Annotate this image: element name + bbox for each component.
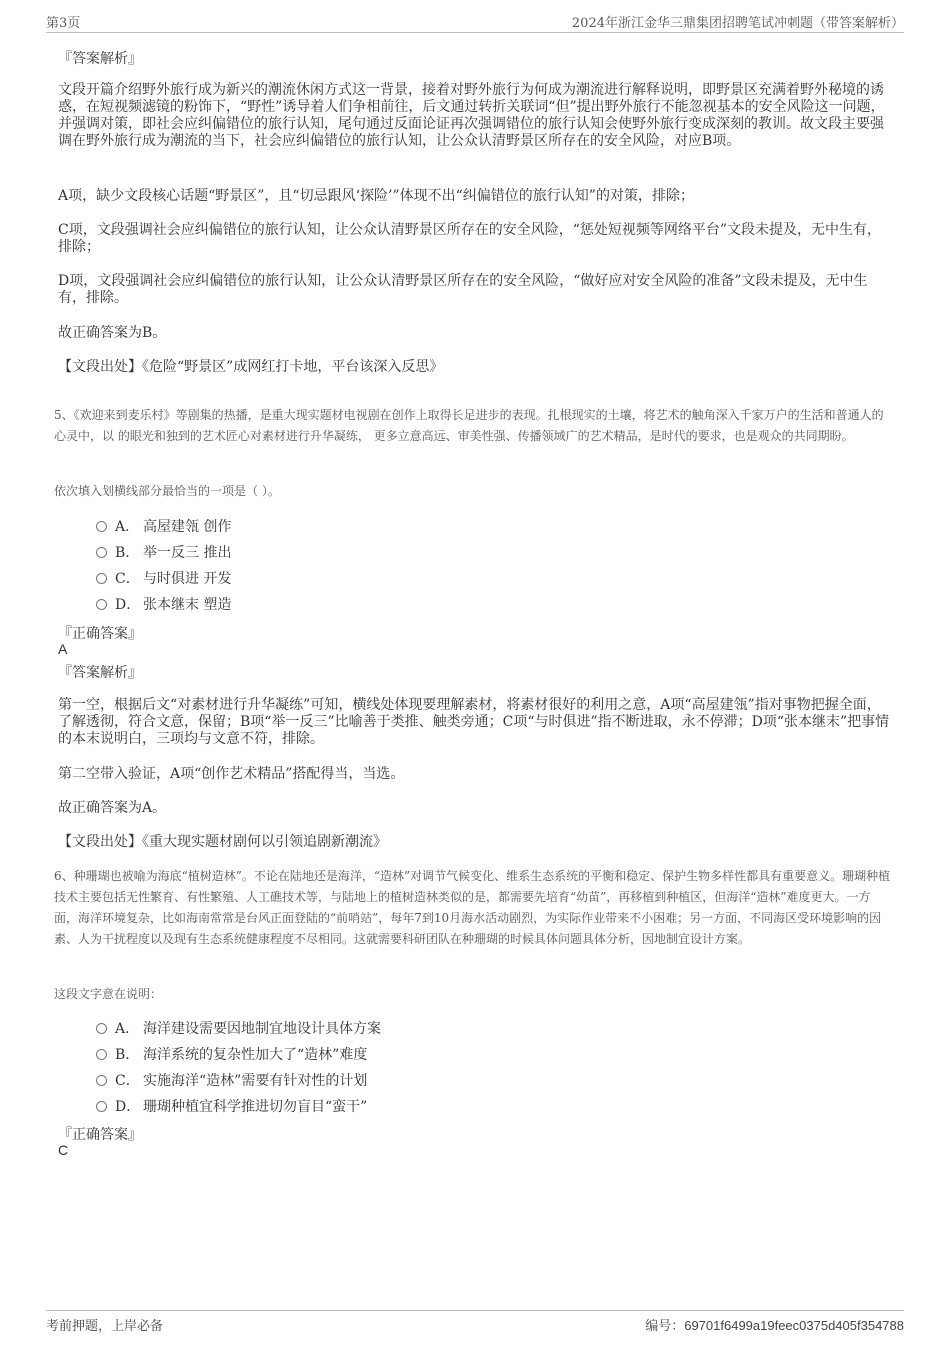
analysis-paragraph: A项，缺少文段核心话题“野景区”，且“切忌跟风‘探险’”体现不出“纠偏错位的旅行认知”的对策，排除；: [58, 188, 694, 204]
analysis-label: 『答案解析』: [58, 51, 142, 67]
analysis-paragraph: D项，文段强调社会应纠偏错位的旅行认知，让公众认清野景区所存在的安全风险，“做好应对安全风险的准备”文段未提及，无中生有，排除。: [58, 273, 868, 306]
source-citation: 【文段出处】《危险“野景区”成网红打卡地，平台该深入反思》: [58, 359, 444, 375]
correct-answer-label: 『正确答案』: [58, 626, 142, 642]
question-5-option-d[interactable]: D． 张本继末 塑造: [96, 594, 231, 614]
question-6-option-d[interactable]: D． 珊瑚种植宜科学推进切勿盲目“蛮干”: [96, 1096, 367, 1116]
analysis-paragraph: 第一空，根据后文“对素材进行升华凝练”可知，横线处体现要理解素材，将素材很好的利用之意，A项“高屋建瓴”指对事物把握全面，了解透彻，符合文意，保留；B项“举一反三”比喻善于类推、触类旁通；C项“与时俱进”指不断进取，永不停滞；D项“张本继末”把事情的本末说明白，三项均与文意不符，排除。: [58, 697, 890, 747]
correct-answer-value: C: [58, 1142, 69, 1158]
radio-icon[interactable]: [96, 1023, 107, 1034]
question-6-prompt: 这段文字意在说明：: [54, 987, 163, 1001]
question-6-text: 6、种珊瑚也被喻为海底“植树造林”。不论在陆地还是海洋，“造林”对调节气候变化、维系生态系统的平衡和稳定、保护生物多样性都具有重要意义。珊瑚种植技术主要包括无性繁育、有性繁殖、人工礁技术等，与陆地上的植树造林类似的是，都需要先培育“幼苗”，再移植到种植区，但海洋“造林”难度更大。一方面，海洋环境复杂，比如海南常常是台风正面登陆的“前哨站”，每年7到10月海水活动剧烈，为实际作业带来不小困难；另一方面，不同海区受环境影响的因素、人为干扰程度以及现有生态系统健康程度不尽相同。这就需要科研团队在种珊瑚的时候具体问题具体分析，因地制宜设计方案。: [54, 869, 891, 946]
question-5-option-b[interactable]: B． 举一反三 推出: [96, 542, 231, 562]
page-header: [46, 10, 904, 33]
source-citation: 【文段出处】《重大现实题材剧何以引领追剧新潮流》: [58, 834, 387, 850]
document-id: 编号：69701f6499a19feec0375d405f354788: [645, 1318, 904, 1333]
analysis-paragraph: 文段开篇介绍野外旅行成为新兴的潮流休闲方式这一背景，接着对野外旅行为何成为潮流进行解释说明，即野景区充满着野外秘境的诱惑，在短视频滤镜的粉饰下，“野性”诱导着人们争相前往，后文通过转折关联词“但”提出野外旅行不能忽视基本的安全风险这一问题，并强调对策，即社会应纠偏错位的旅行认知，尾句通过反面论证再次强调错位的旅行认知会使野外旅行变成深刻的教训。故文段主要强调在野外旅行成为潮流的当下，社会应纠偏错位的旅行认知，让公众认清野景区所存在的安全风险，对应B项。: [58, 82, 885, 149]
question-6-option-a[interactable]: A． 海洋建设需要因地制宜地设计具体方案: [96, 1018, 381, 1038]
question-5-option-a[interactable]: A． 高屋建瓴 创作: [96, 516, 231, 536]
footer-slogan: 考前押题，上岸必备: [46, 1319, 164, 1334]
analysis-paragraph: 第二空带入验证，A项“创作艺术精品”搭配得当，当选。: [58, 766, 405, 782]
question-5-option-c[interactable]: C． 与时俱进 开发: [96, 568, 231, 588]
correct-answer-value: A: [58, 641, 68, 657]
page-number: 第3页: [46, 16, 81, 31]
radio-icon[interactable]: [96, 1075, 107, 1086]
radio-icon[interactable]: [96, 547, 107, 558]
radio-icon[interactable]: [96, 599, 107, 610]
question-5-text: 5、《欢迎来到麦乐村》等剧集的热播，是重大现实题材电视剧在创作上取得长足进步的表现。扎根现实的土壤，将艺术的触角深入千家万户的生活和普通人的心灵中，以 的眼光和独到的艺术匠心对素材进行升华凝练， 更多立意高远、审美性强、传播领域广的艺术精品，是时代的要求，也是观众的共同期盼。: [54, 408, 884, 443]
analysis-label: 『答案解析』: [58, 665, 142, 681]
analysis-conclusion: 故正确答案为B。: [58, 325, 167, 341]
page-footer: [46, 1310, 904, 1335]
radio-icon[interactable]: [96, 1049, 107, 1060]
correct-answer-label: 『正确答案』: [58, 1127, 142, 1143]
question-5-prompt: 依次填入划横线部分最恰当的一项是（ ）。: [54, 484, 280, 498]
analysis-conclusion: 故正确答案为A。: [58, 800, 167, 816]
radio-icon[interactable]: [96, 573, 107, 584]
document-title: 2024年浙江金华三鼎集团招聘笔试冲刺题（带答案解析）: [571, 16, 904, 31]
radio-icon[interactable]: [96, 1101, 107, 1112]
analysis-paragraph: C项，文段强调社会应纠偏错位的旅行认知，让公众认清野景区所存在的安全风险，“惩处短视频等网络平台”文段未提及，无中生有，排除；: [58, 222, 882, 255]
question-6-option-b[interactable]: B． 海洋系统的复杂性加大了“造林”难度: [96, 1044, 367, 1064]
radio-icon[interactable]: [96, 521, 107, 532]
question-6-option-c[interactable]: C． 实施海洋“造林”需要有针对性的计划: [96, 1070, 367, 1090]
